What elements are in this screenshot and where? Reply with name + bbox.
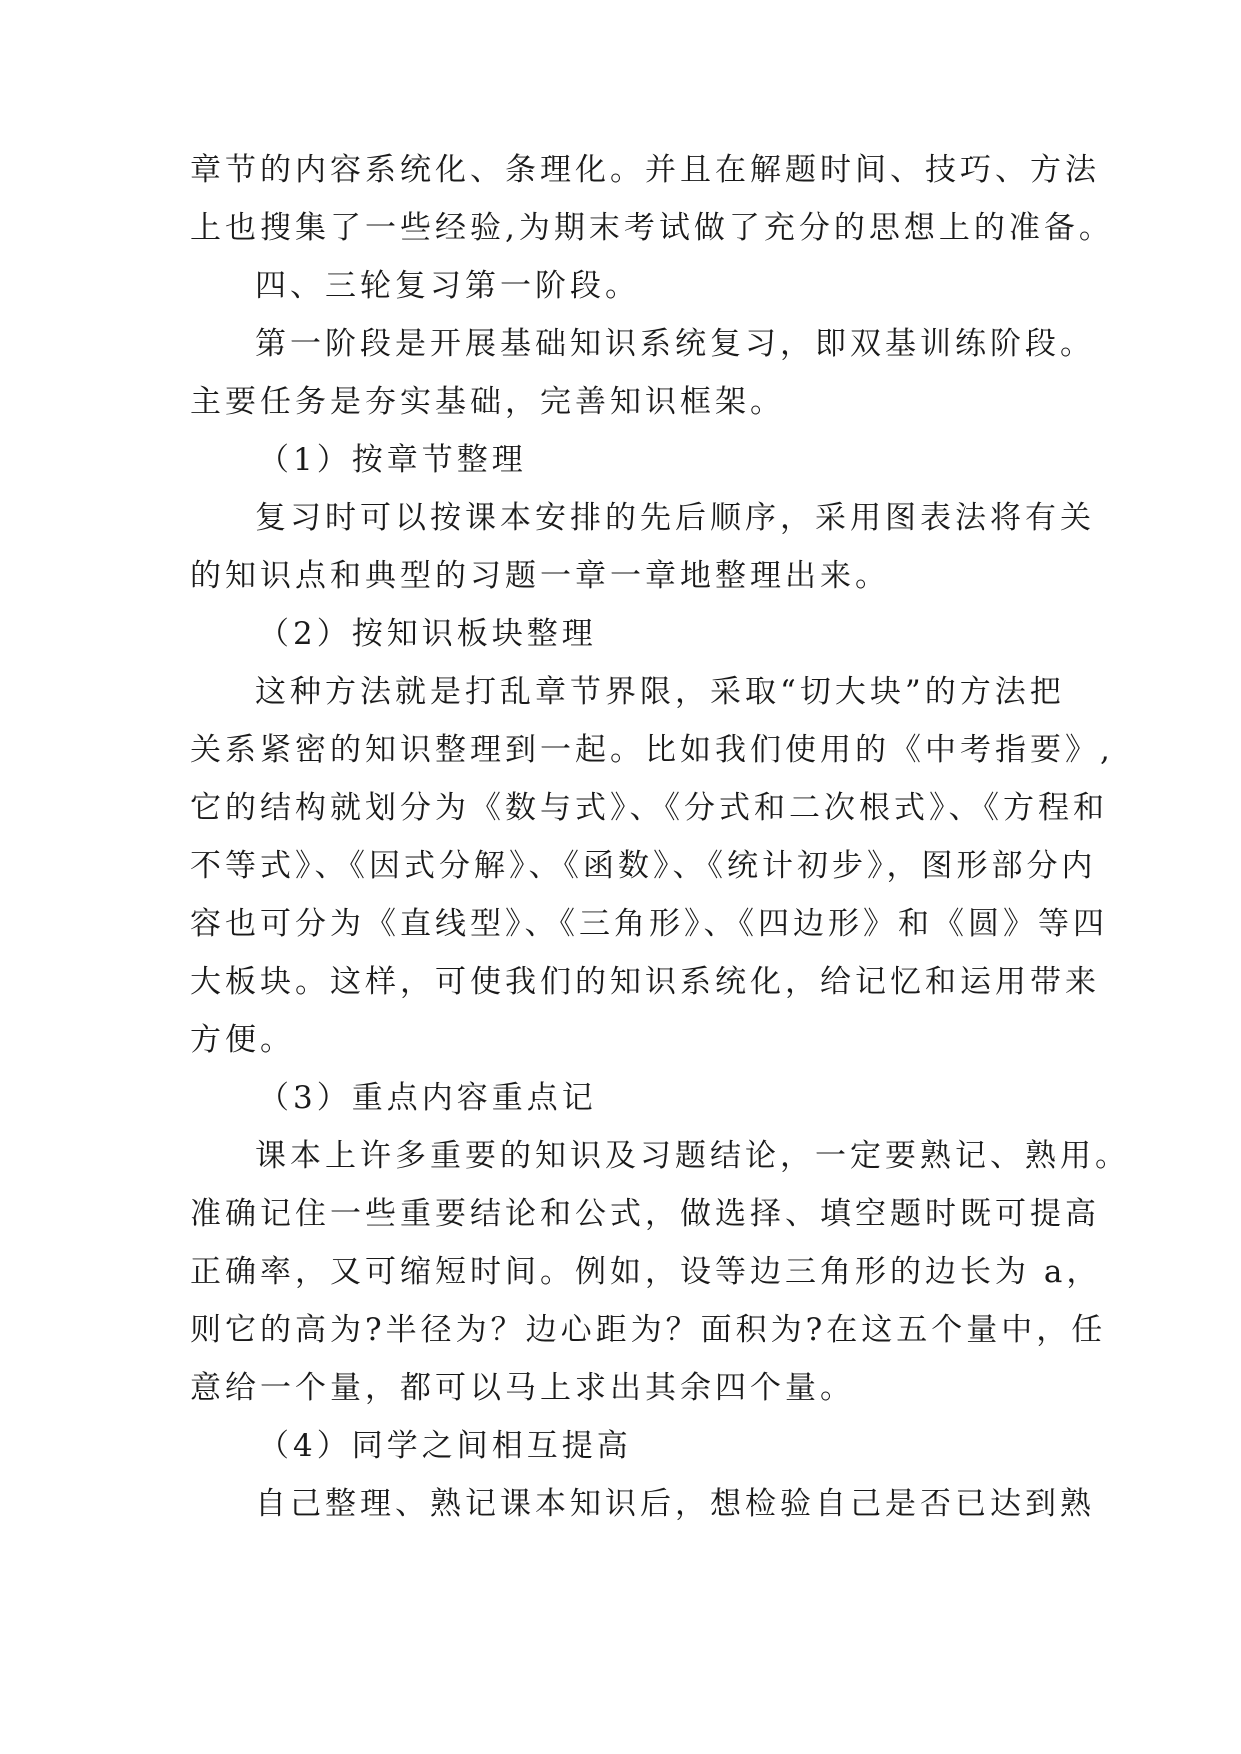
text-line: 大板块。这样，可使我们的知识系统化，给记忆和运用带来 <box>190 964 1100 1000</box>
text-line: 意给一个量，都可以马上求出其余四个量。 <box>190 1370 855 1406</box>
text-line: 复习时可以按课本安排的先后顺序，采用图表法将有关 <box>255 500 1095 536</box>
text-line: 课本上许多重要的知识及习题结论，一定要熟记、熟用。 <box>255 1138 1130 1174</box>
text-line: 自己整理、熟记课本知识后，想检验自己是否已达到熟 <box>255 1486 1095 1522</box>
text-line: 方便。 <box>190 1022 295 1058</box>
text-line: 准确记住一些重要结论和公式，做选择、填空题时既可提高 <box>190 1196 1100 1232</box>
text-line: 的知识点和典型的习题一章一章地整理出来。 <box>190 558 890 594</box>
text-line: 章节的内容系统化、条理化。并且在解题时间、技巧、方法 <box>190 152 1100 188</box>
text-line: 不等式》、《因式分解》、《函数》、《统计初步》，图形部分内 <box>190 848 1097 884</box>
text-line: 这种方法就是打乱章节界限，采取“切大块”的方法把 <box>255 674 1065 710</box>
text-line: 容也可分为《直线型》、《三角形》、《四边形》和《圆》等四 <box>190 906 1108 942</box>
text-line: 关系紧密的知识整理到一起。比如我们使用的《中考指要》, <box>190 732 1114 768</box>
subsection-heading: （1）按章节整理 <box>258 442 527 478</box>
subsection-heading: （4）同学之间相互提高 <box>258 1428 632 1464</box>
text-line: 主要任务是夯实基础，完善知识框架。 <box>190 384 785 420</box>
text-line: 则它的高为?半径为？边心距为？面积为?在这五个量中，任 <box>190 1312 1107 1348</box>
text-line: 它的结构就划分为《数与式》、《分式和二次根式》、《方程和 <box>190 790 1108 826</box>
subsection-heading: （2）按知识板块整理 <box>258 616 597 652</box>
subsection-heading: （3）重点内容重点记 <box>258 1080 597 1116</box>
section-heading: 四、三轮复习第一阶段。 <box>255 268 640 304</box>
text-line: 上也搜集了一些经验,为期末考试做了充分的思想上的准备。 <box>190 210 1114 246</box>
text-line: 第一阶段是开展基础知识系统复习，即双基训练阶段。 <box>255 326 1095 362</box>
text-line: 正确率，又可缩短时间。例如，设等边三角形的边长为 a， <box>190 1254 1102 1290</box>
